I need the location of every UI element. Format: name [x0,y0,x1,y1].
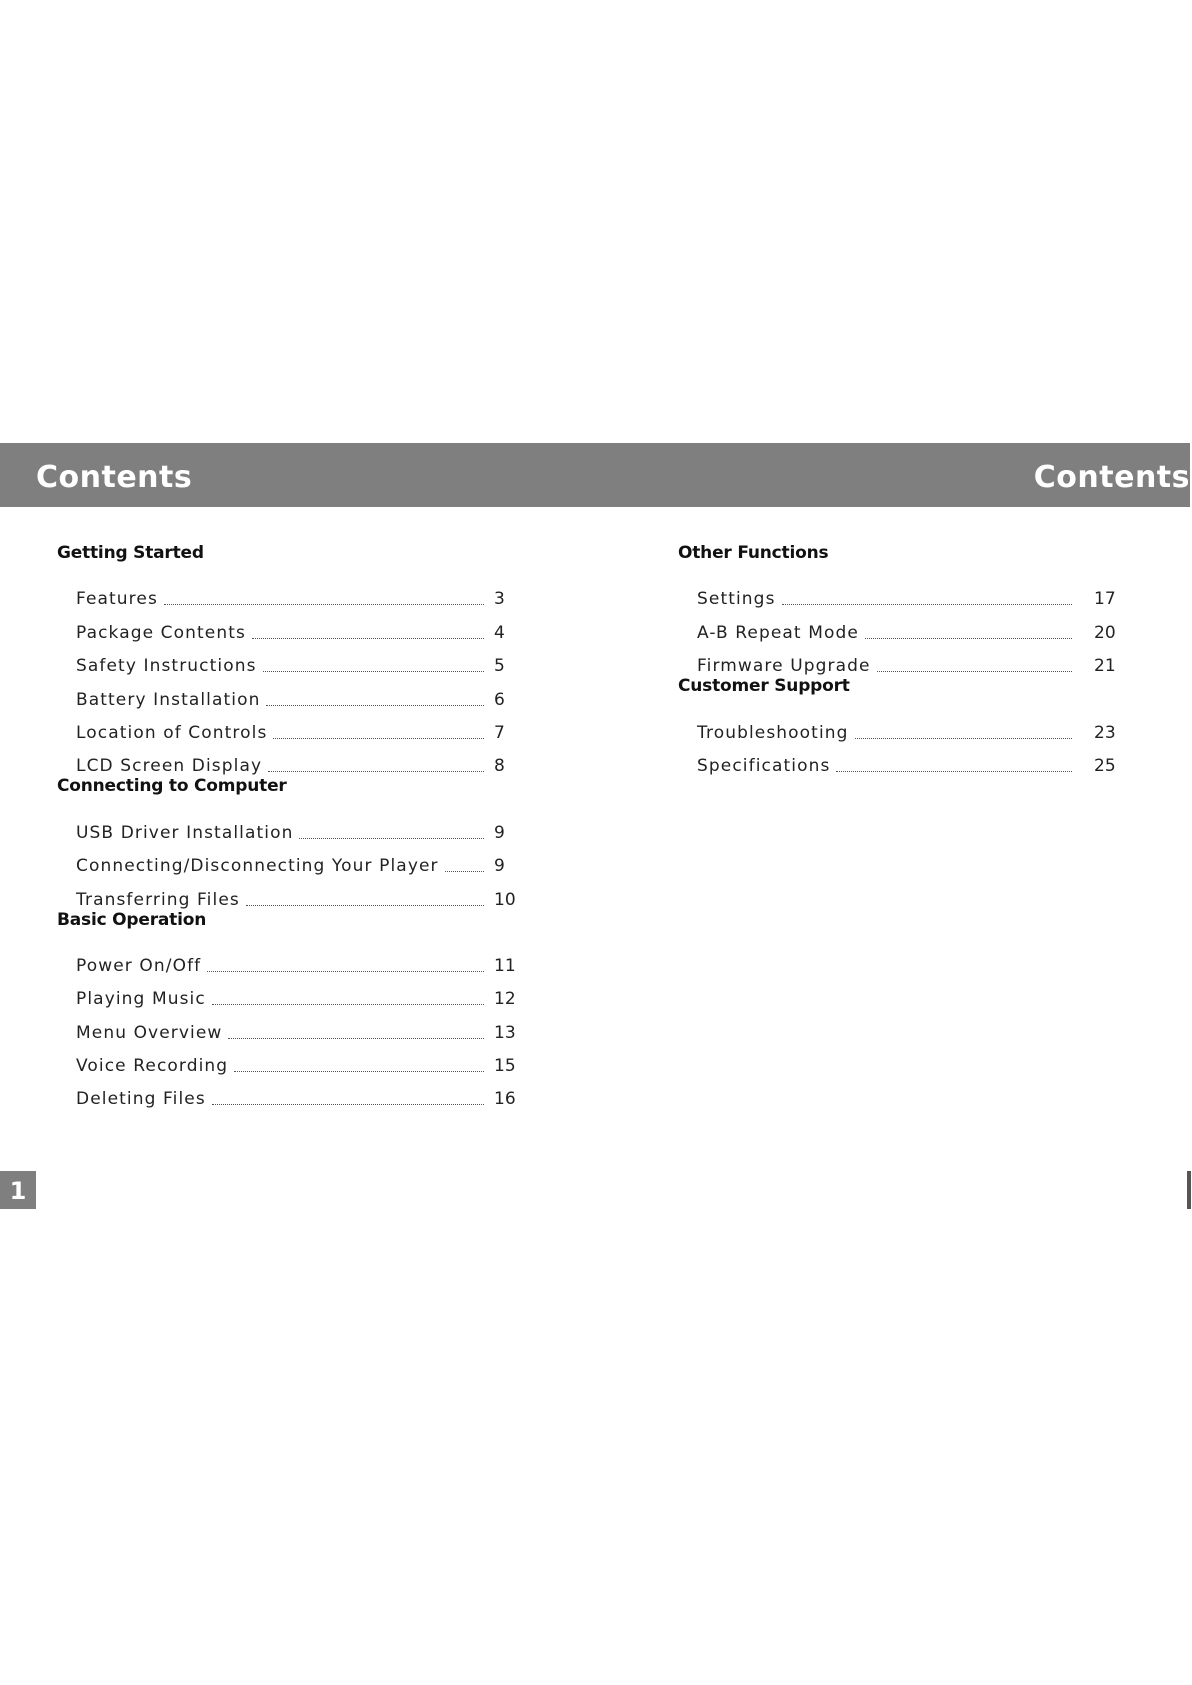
toc-entry-label: Menu Overview [76,1022,223,1043]
toc-entry[interactable] [57,643,529,676]
dot-leader [252,637,484,639]
toc-entry-page: 8 [494,756,505,777]
toc-entry-label: Specifications [697,755,831,776]
section-heading: Basic Operation [57,909,207,930]
section-heading: Other Functions [678,543,829,563]
toc-entry-label: Troubleshooting [697,722,849,743]
section-heading: Customer Support [678,676,850,697]
toc-entry[interactable] [57,1076,529,1109]
toc-section-basic-operation [57,910,529,1110]
dot-leader [877,670,1072,672]
toc-entry[interactable] [57,876,529,909]
toc-entry-page: 6 [494,689,505,710]
dot-leader [836,770,1072,772]
toc-entry[interactable] [678,709,1134,742]
toc-entry-page: 12 [494,989,516,1010]
dot-leader [445,870,484,872]
toc-entry[interactable] [678,609,1134,642]
page-title-right: Contents [1033,460,1190,495]
toc-entry-page: 10 [494,889,516,910]
toc-entry-label: Package Contents [76,622,246,643]
toc-entry-label: A-B Repeat Mode [697,622,859,643]
toc-entry-page: 16 [494,1089,516,1110]
toc-entry-label: Power On/Off [76,955,202,976]
dot-leader [207,970,484,972]
dot-leader [865,637,1072,639]
toc-entry-label: Location of Controls [76,722,268,743]
toc-entry-page: 15 [494,1056,516,1077]
dot-leader [268,770,484,772]
toc-entry[interactable] [678,576,1134,609]
toc-entry-page: 4 [494,622,505,643]
toc-entry[interactable] [678,643,1134,676]
page-number: 1 [0,1171,36,1209]
toc-entry-label: Features [76,589,158,610]
toc-section-connecting [57,776,529,909]
toc-entry-page: 9 [494,856,505,877]
toc-entry-page: 20 [1094,622,1116,643]
toc-entry-page: 3 [494,589,505,610]
toc-section-other-functions [678,543,1134,676]
dot-leader [299,837,484,839]
toc-entry-label: Playing Music [76,989,206,1010]
toc-entry[interactable] [678,743,1134,776]
toc-entry-label: Safety Instructions [76,656,257,677]
toc-entry-label: Deleting Files [76,1089,206,1110]
toc-entry-page: 25 [1094,755,1116,776]
page-edge-marker [1187,1171,1191,1209]
dot-leader [164,603,484,605]
toc-entry-label: Voice Recording [76,1056,229,1077]
section-heading: Getting Started [57,543,204,563]
dot-leader [782,603,1072,605]
dot-leader [273,737,484,739]
toc-entry-page: 11 [494,955,516,976]
dot-leader [228,1037,484,1039]
toc-entry-page: 5 [494,656,505,677]
toc-entry-page: 21 [1094,656,1116,677]
dot-leader [212,1103,484,1105]
toc-entry-label: Battery Installation [76,689,261,710]
toc-entry[interactable] [57,809,529,842]
toc-left-column [57,543,529,1109]
dot-leader [234,1070,484,1072]
toc-entry-label: Firmware Upgrade [697,656,871,677]
dot-leader [246,904,484,906]
toc-entry[interactable] [57,943,529,976]
toc-entry[interactable] [57,576,529,609]
toc-entry-label: Settings [697,589,776,610]
dot-leader [855,737,1072,739]
toc-entry[interactable] [57,710,529,743]
toc-entry[interactable] [57,843,529,876]
toc-right-column [678,543,1134,776]
toc-entry-page: 23 [1094,722,1116,743]
toc-entry[interactable] [57,1043,529,1076]
dot-leader [263,670,484,672]
dot-leader [212,1003,484,1005]
toc-entry-label: Connecting/Disconnecting Your Player [76,856,439,877]
page-title-left: Contents [36,460,193,495]
toc-section-getting-started [57,543,529,776]
toc-entry-page: 17 [1094,589,1116,610]
contents-header-band [0,443,1190,507]
toc-entry-label: Transferring Files [76,889,240,910]
toc-entry-label: USB Driver Installation [76,822,294,843]
toc-entry[interactable] [57,1009,529,1042]
toc-entry[interactable] [57,976,529,1009]
dot-leader [266,704,484,706]
toc-entry-page: 9 [494,822,505,843]
toc-entry-label: LCD Screen Display [76,756,263,777]
toc-entry[interactable] [57,609,529,642]
toc-entry[interactable] [57,743,529,776]
toc-section-customer-support [678,676,1134,776]
toc-entry-page: 7 [494,722,505,743]
section-heading: Connecting to Computer [57,776,287,797]
toc-entry-page: 13 [494,1022,516,1043]
toc-entry[interactable] [57,676,529,709]
